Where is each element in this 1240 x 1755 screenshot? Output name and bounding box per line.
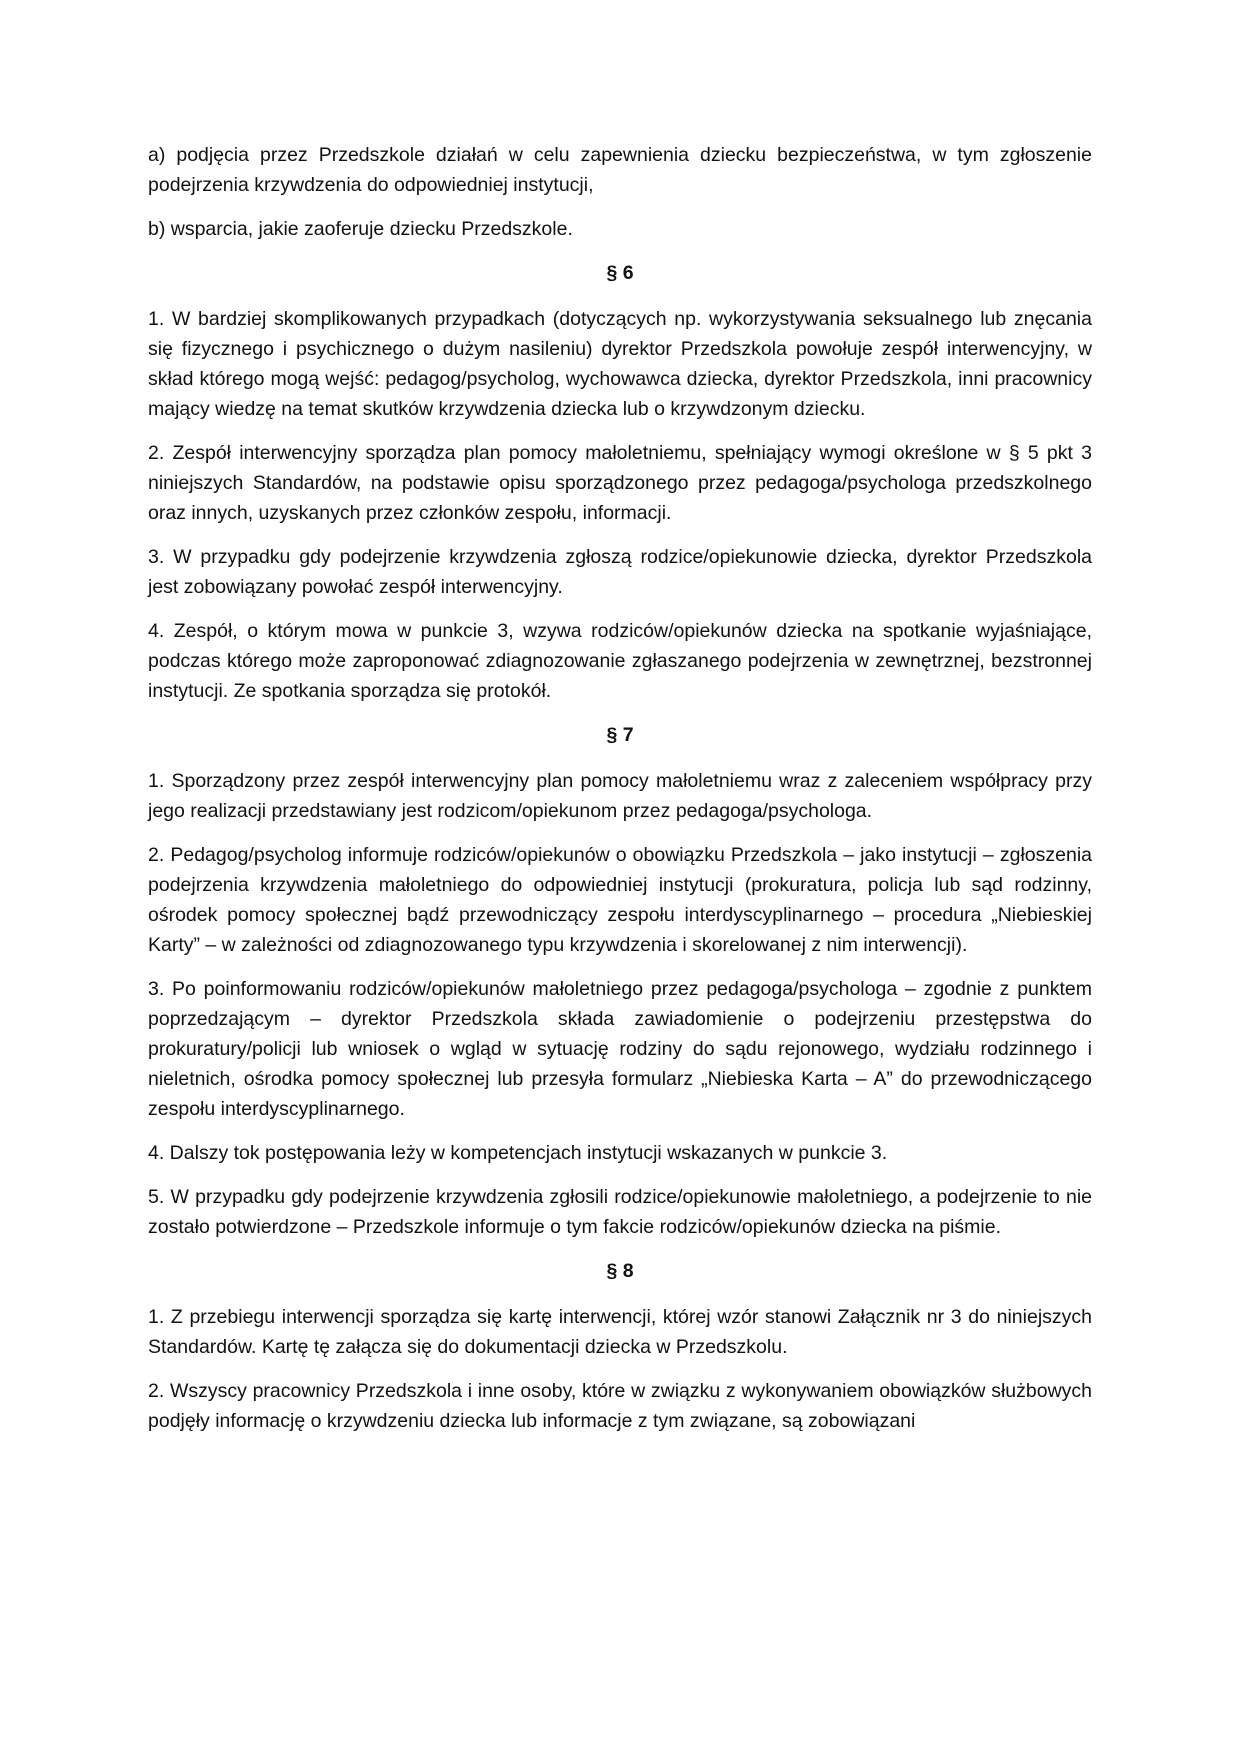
document-page [148,140,1092,1436]
paragraph-7-3: 3. Po poinformowaniu rodziców/opiekunów małoletniego przez pedagoga/psychologa – zgodnie z punktem poprzedzającym – dyrektor Przedszkola składa zawiadomienie o podejrzeniu przestępstwa do prokuratury/policji lub wniosek o wgląd w sytuację rodziny do sądu rejonowego, wydziału rodzinnego i nieletnich, ośrodka pomocy społecznej lub przesyła formularz „Niebieska Karta – A” do przewodniczącego zespołu interdyscyplinarnego. [148,978,1092,1120]
paragraph-6-2: 2. Zespół interwencyjny sporządza plan pomocy małoletniemu, spełniający wymogi określone w § 5 pkt 3 niniejszych Standardów, na podstawie opisu sporządzonego przez pedagoga/psychologa przedszkolnego oraz innych, uzyskanych przez członków zespołu, informacji. [148,442,1092,524]
paragraph-6-1: 1. W bardziej skomplikowanych przypadkach (dotyczących np. wykorzystywania seksualnego lub znęcania się fizycznego i psychicznego o dużym nasileniu) dyrektor Przedszkola powołuje zespół interwencyjny, w skład którego mogą wejść: pedagog/psycholog, wychowawca dziecka, dyrektor Przedszkola, inni pracownicy mający wiedzę na temat skutków krzywdzenia dziecka lub o krzywdzonym dziecku. [148,308,1092,420]
paragraph-b-wsparcia: b) wsparcia, jakie zaoferuje dziecku Przedszkole. [148,218,573,240]
paragraph-7-5: 5. W przypadku gdy podejrzenie krzywdzenia zgłosili rodzice/opiekunowie małoletniego, a podejrzenie to nie zostało potwierdzone – Przedszkole informuje o tym fakcie rodziców/opiekunów dziecka na piśmie. [148,1186,1092,1238]
section-heading-8: § 8 [606,1260,634,1282]
section-heading-6: § 6 [606,262,634,284]
paragraph-7-4: 4. Dalszy tok postępowania leży w kompetencjach instytucji wskazanych w punkcie 3. [148,1142,888,1164]
paragraph-a-podjecia: a) podjęcia przez Przedszkole działań w celu zapewnienia dziecku bezpieczeństwa, w tym zgłoszenie podejrzenia krzywdzenia do odpowiedniej instytucji, [148,144,1092,196]
paragraph-8-1: 1. Z przebiegu interwencji sporządza się kartę interwencji, której wzór stanowi Załącznik nr 3 do niniejszych Standardów. Kartę tę załącza się do dokumentacji dziecka w Przedszkolu. [148,1306,1092,1358]
paragraph-6-3: 3. W przypadku gdy podejrzenie krzywdzenia zgłoszą rodzice/opiekunowie dziecka, dyrektor Przedszkola jest zobowiązany powołać zespół interwencyjny. [148,546,1092,598]
paragraph-8-2: 2. Wszyscy pracownicy Przedszkola i inne osoby, które w związku z wykonywaniem obowiązków służbowych podjęły informację o krzywdzeniu dziecka lub informacje z tym związane, są zobowiązani [148,1380,1092,1432]
paragraph-6-4: 4. Zespół, o którym mowa w punkcie 3, wzywa rodziców/opiekunów dziecka na spotkanie wyjaśniające, podczas którego może zaproponować zdiagnozowanie zgłaszanego podejrzenia w zewnętrznej, bezstronnej instytucji. Ze spotkania sporządza się protokół. [148,620,1092,702]
paragraph-7-2: 2. Pedagog/psycholog informuje rodziców/opiekunów o obowiązku Przedszkola – jako instytucji – zgłoszenia podejrzenia krzywdzenia małoletniego do odpowiedniej instytucji (prokuratura, policja lub sąd rodzinny, ośrodek pomocy społecznej bądź przewodniczący zespołu interdyscyplinarnego – procedura „Niebieskiej Karty” – w zależności od zdiagnozowanego typu krzywdzenia i skorelowanej z nim interwencji). [148,844,1092,956]
paragraph-7-1: 1. Sporządzony przez zespół interwencyjny plan pomocy małoletniemu wraz z zaleceniem współpracy przy jego realizacji przedstawiany jest rodzicom/opiekunom przez pedagoga/psychologa. [148,770,1092,822]
section-heading-7: § 7 [606,724,634,746]
